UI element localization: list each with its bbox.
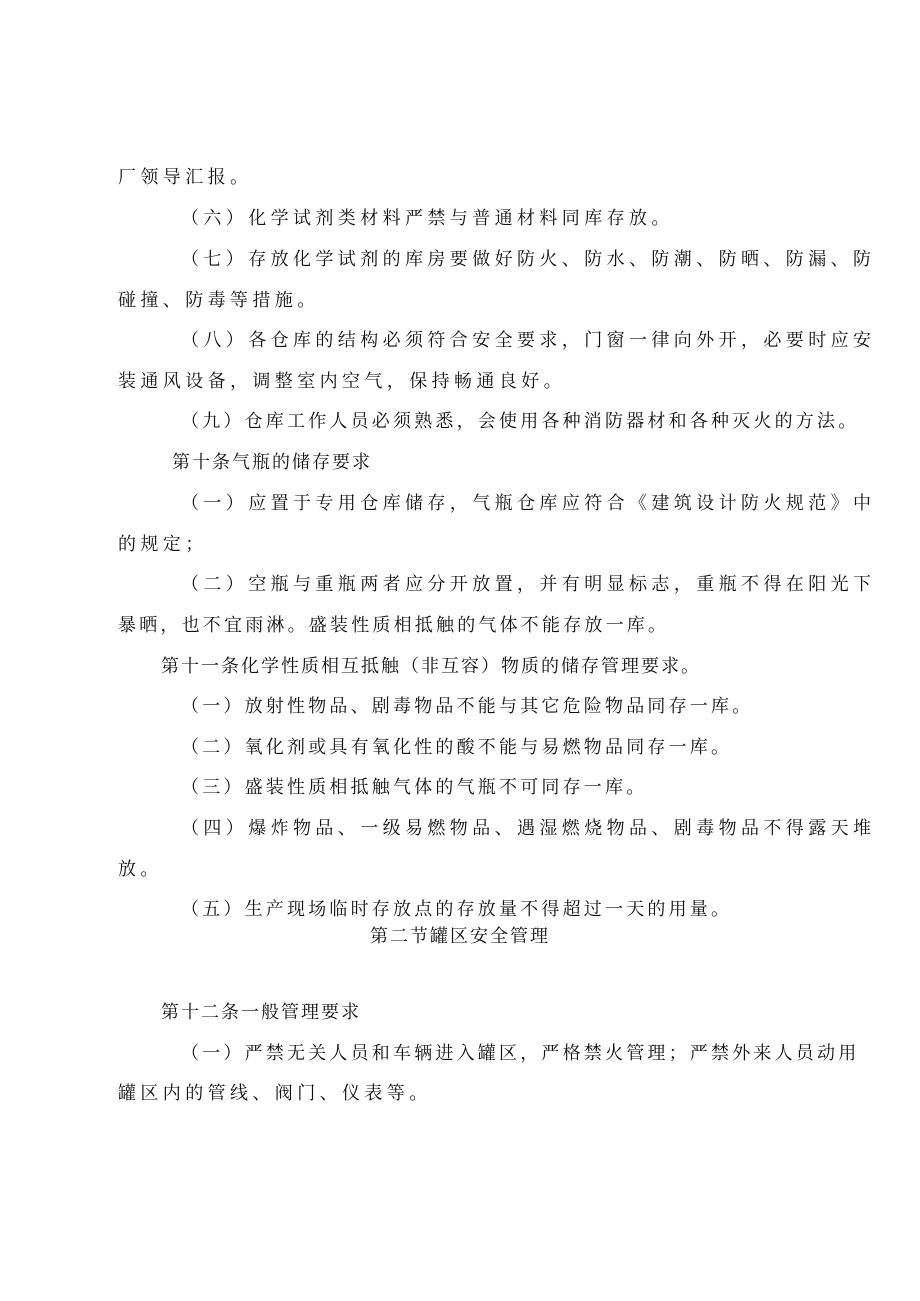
text-line: （六）化学试剂类材料严禁与普通材料同库存放。 bbox=[181, 208, 674, 229]
section-heading: 第十条气瓶的储存要求 bbox=[172, 452, 372, 473]
text-line: （一）严禁无关人员和车辆进入罐区，严格禁火管理；严禁外来人员动用 bbox=[181, 1043, 860, 1064]
text-line: （二）空瓶与重瓶两者应分开放置，并有明显标志，重瓶不得在阳光下 bbox=[181, 574, 876, 595]
text-line: 罐区内的管线、阀门、仪表等。 bbox=[118, 1083, 432, 1104]
text-line: 放。 bbox=[118, 859, 163, 880]
text-line: （一）应置于专用仓库储存，气瓶仓库应符合《建筑设计防火规范》中 bbox=[181, 493, 876, 514]
text-line: （五）生产现场临时存放点的存放量不得超过一天的用量。 bbox=[181, 899, 733, 920]
text-line: 暴晒，也不宜雨淋。盛装性质相抵触的气体不能存放一库。 bbox=[118, 615, 670, 636]
text-line: 碰撞、防毒等措施。 bbox=[118, 290, 320, 311]
text-line: （四）爆炸物品、一级易燃物品、遇湿燃烧物品、剧毒物品不得露天堆 bbox=[181, 818, 876, 839]
chapter-section-title: 第二节罐区安全管理 bbox=[370, 926, 550, 947]
text-line: （七）存放化学试剂的库房要做好防火、防水、防潮、防晒、防漏、防 bbox=[181, 249, 876, 270]
text-line: （二）氧化剂或具有氧化性的酸不能与易燃物品同存一库。 bbox=[181, 737, 733, 758]
text-line: （一）放射性物品、剧毒物品不能与其它危险物品同存一库。 bbox=[181, 696, 754, 717]
text-line: （八）各仓库的结构必须符合安全要求，门窗一律向外开，必要时应安 bbox=[181, 330, 876, 351]
text-line: （九）仓库工作人员必须熟悉，会使用各种消防器材和各种灭火的方法。 bbox=[181, 411, 860, 432]
section-heading: 第十一条化学性质相互抵触（非互容）物质的储存管理要求。 bbox=[161, 656, 701, 677]
text-line: 厂领导汇报。 bbox=[118, 167, 253, 188]
text-line: （三）盛装性质相抵触气体的气瓶不可同存一库。 bbox=[181, 777, 648, 798]
text-line: 的规定； bbox=[118, 534, 208, 555]
section-heading: 第十二条一般管理要求 bbox=[161, 1002, 361, 1023]
text-line: 装通风设备，调整室内空气，保持畅通良好。 bbox=[118, 371, 566, 392]
